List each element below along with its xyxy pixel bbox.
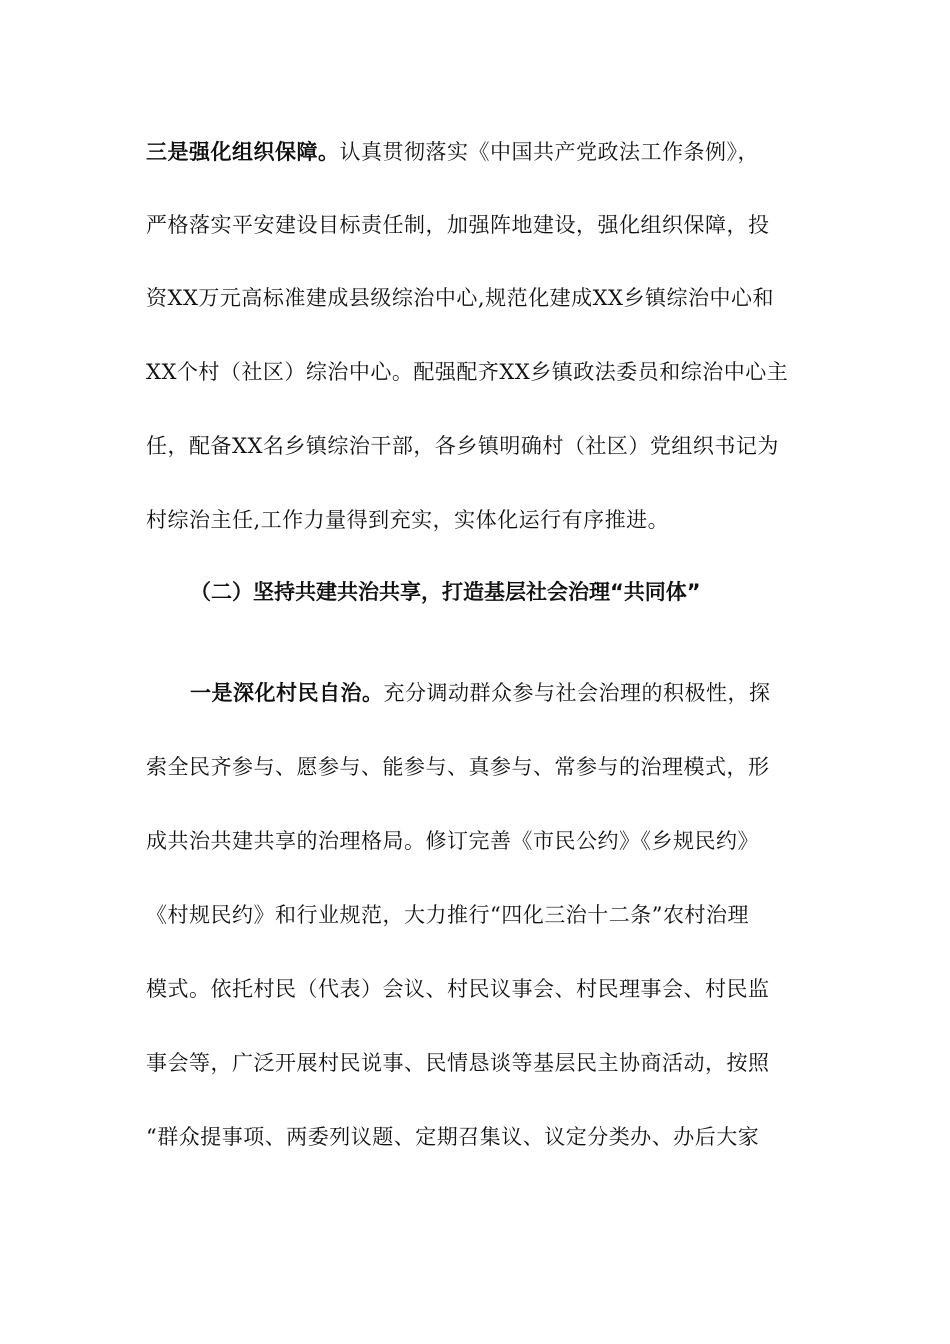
paragraph-line: 村综治主任,工作力量得到充实，实体化运行有序推进。 xyxy=(146,508,670,532)
paragraph-line: 成共治共建共享的治理格局。修订完善《市民公约》《乡规民约》 xyxy=(146,829,759,853)
paragraph-line: “群众提事项、两委列议题、定期召集议、议定分类办、办后大家 xyxy=(146,1125,760,1149)
paragraph-line: 《村规民约》和行业规范，大力推行“四化三治十二条”农村治理 xyxy=(146,903,749,927)
paragraph-text: 认真贯彻落实《中国共产党政法工作条例》， xyxy=(339,140,759,164)
paragraph-line: XX个村（社区）综治中心。配强配齐XX乡镇政法委员和综治中心主 xyxy=(146,360,789,384)
paragraph-line: 事会等，广泛开展村民说事、民情恳谈等基层民主协商活动，按照 xyxy=(146,1051,770,1075)
paragraph-lead: 一是深化村民自治。 xyxy=(190,681,384,705)
paragraph-line: 任，配备XX名乡镇综治干部，各乡镇明确村（社区）党组织书记为 xyxy=(146,434,779,458)
paragraph-line xyxy=(190,679,860,707)
paragraph-lead: 三是强化组织保障。 xyxy=(146,140,340,164)
paragraph-text: 充分调动群众参与社会治理的积极性，探 xyxy=(383,681,771,705)
paragraph-line: 严格落实平安建设目标责任制，加强阵地建设，强化组织保障，投 xyxy=(146,213,770,237)
paragraph-line: 索全民齐参与、愿参与、能参与、真参与、常参与的治理模式，形 xyxy=(146,755,770,779)
paragraph-line xyxy=(146,138,816,166)
paragraph-line: 资XX万元高标准建成县级综治中心,规范化建成XX乡镇综治中心和 xyxy=(146,286,774,310)
section-heading: （二）坚持共建共治共享，打造基层社会治理“共同体” xyxy=(190,580,701,604)
paragraph-line: 模式。依托村民（代表）会议、村民议事会、村民理事会、村民监 xyxy=(146,977,770,1001)
